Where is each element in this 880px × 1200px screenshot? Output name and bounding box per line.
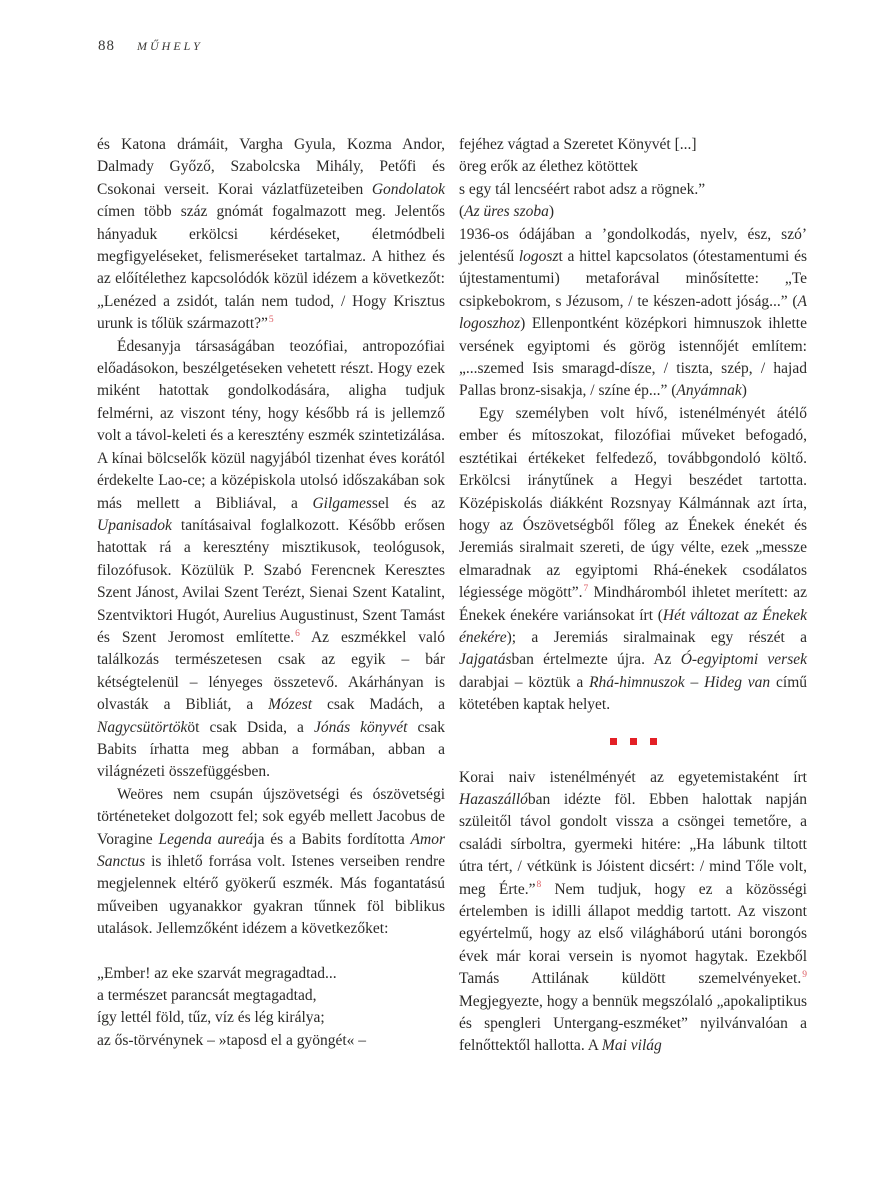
footnote-ref: 9 [802, 970, 807, 981]
text-segment: „Ember! az eke szarvát megragadtad... [97, 964, 337, 982]
verse-line [459, 179, 807, 201]
paragraph [97, 134, 445, 336]
text-segment: Egy személyben volt hívő, istenélményét átélő ember és mítoszokat, filozófiai műveket befogadó, esztétikai értékeket felfedező, továbbgondoló költő. Erkölcsi iránytűnek a Hegyi beszédet tartotta. Középiskolás diákként Rozsnyay Kálmánnak azt írta, hogy az Ószövetségből főleg az Énekek énekét és Jeremiás siralmait szereti, de úgy vélte, ezek „messze elmaradnak az egyiptomi Rhá-énekek csodálatos légiessége mögött”. [459, 404, 807, 602]
text-segment: ) Ellenpontként középkori himnuszok ihlette versének egyiptomi és görög istennőjét említem: „...szemed Isis smaragd-dísze, / tiszta, szép, / hajad Pallas bronz-sisakja, / színe ép...” ( [459, 315, 807, 400]
text-segment: ) [741, 382, 747, 400]
text-segment: csak Babits írhatta meg abban a formában, abban a világnézeti összefüggésben. [97, 718, 445, 781]
paragraph [459, 767, 807, 1058]
text-segment: is ihlető forrása volt. Istenes verseiben rendre megjelennek eltérő gyökerű eszmék. Más fogantatású műveiben ugyanakkor gyakran tűnnek föl biblikus utalások. Jellemzőként idézem a következőket: [97, 853, 445, 938]
italic-text: Mai világ [601, 1037, 662, 1055]
text-segment: Megjegyezte, hogy a bennük megszólaló „apokaliptikus és spengleri Untergang-eszméket” nyilvánvalóan a felnőttektől hallotta. A [459, 992, 807, 1055]
text-segment: ( [459, 203, 465, 221]
text-segment: Korai naiv istenélményét az egyetemistaként írt [459, 768, 807, 786]
italic-text: Az üres szoba [464, 203, 549, 221]
text-segment: ja és a Babits fordította [253, 830, 411, 848]
verse-line [459, 201, 807, 223]
verse-line [97, 1030, 445, 1052]
verse-line [97, 985, 445, 1007]
text-segment: sel és az [371, 494, 446, 512]
paragraph [97, 784, 445, 941]
text-segment: a természet parancsát megtagadtad, [97, 987, 317, 1005]
text-segment: ban értelmezte újra. Az [511, 651, 681, 669]
text-segment: Az eszmékkel való találkozás természetesen csak az egyik – bár kétségtelenül – lényeges összetevő. Akárhányan is olvasták a Bibliát, a [97, 628, 445, 714]
text-segment: fejéhez vágtad a Szeretet Könyvét [...] [459, 136, 697, 153]
italic-text: Ó-egyiptomi versek [680, 651, 808, 669]
italic-text: Gondolatok [371, 180, 445, 198]
verse-line [459, 134, 807, 156]
verse-line [97, 963, 445, 985]
text-segment: címen több száz gnómát fogalmazott meg. Jelentős hányaduk erkölcsi kérdéseket, életmódbeli megfigyeléseket, felismeréseket tartalmaz. A hithez és az előítélethez kapcsolódók közül idézem a következőt: „Lenézed a zsidót, talán nem tudod, / Hogy Krisztus urunk is tőlük származott?” [97, 203, 445, 333]
page-header [98, 38, 203, 55]
italic-text: A logoszhoz [459, 292, 807, 333]
verse-block [459, 134, 807, 224]
italic-text: Nagycsütörtök [97, 718, 188, 736]
text-segment: Mindháromból ihletet merített: az Énekek énekére variánsokat írt ( [459, 584, 807, 624]
verse-block [97, 963, 445, 1053]
footnote-ref: 7 [583, 583, 589, 594]
italic-text: Gilgames [312, 494, 372, 512]
footnote-ref: 8 [536, 880, 542, 891]
italic-text: Mózest [268, 696, 313, 714]
text-segment: tanításaival foglalkozott. Később erősen hatottak rá a keresztény misztikusok, teológusok, filozófusok. Közülük P. Szabó Ferencnek Keresztes Szent Jánost, Avilai Szent Terézt, Sienai Szent Katalint, Szentviktori Hugót, Aurelius Augustinust, Szent Tamást és Szent Jeromost említette. [97, 516, 445, 646]
text-segment: Édesanyja társaságában teozófiai, antropozófiai előadásokon, beszélgetéseken vehetett részt. Hogy ezek miként hatottak gondolkodására, aligha tudjuk felmérni, az viszont tény, hogy később rá is jellemző volt a távol-keleti és a keresztény eszmék szintetizálása. A kínai bölcselők közül nagyjából tizenhat éves korától érdekelte Lao-ce; a középiskola utolsó időszakában sok más mellett a Bibliával, a [97, 337, 445, 512]
text-segment: Nem tudjuk, hogy ez a közösségi értelemben is idilli állapot meddig tartott. Az viszont egyértelmű, hogy az első világháború utáni borongós évek már korai versein is nyomot hagytak. Ezekből Tamás Attilának küldött szemelvényeket. [459, 880, 807, 988]
verse-line [97, 1007, 445, 1029]
italic-text: logosz [518, 248, 559, 266]
italic-text: Legenda aureá [158, 830, 254, 848]
italic-text: Hideg van [704, 673, 771, 691]
italic-text: Jajgatás [459, 651, 512, 669]
text-segment: című kötetében kaptak helyet. [459, 673, 807, 714]
text-segment: ) [548, 203, 555, 221]
page-number: 88 [98, 38, 115, 54]
text-segment: 1936-os ódájában a ’gondolkodás, nyelv, ész, szó’ jelentésű [459, 225, 807, 266]
text-segment: öt csak Dsida, a [187, 718, 314, 736]
italic-text: Rhá-himnuszok [589, 673, 685, 691]
footnote-ref: 6 [295, 628, 300, 639]
italic-text: Hét változat az Énekek énekére [459, 606, 807, 646]
italic-text: Anyámnak [676, 382, 742, 400]
text-segment: s egy tál lencséért rabot adsz a rögnek.” [459, 180, 706, 198]
footnote-ref: 5 [268, 315, 274, 326]
text-segment: és Katona drámáit, Vargha Gyula, Kozma Andor, Dalmady Győző, Szabolcska Mihály, Petőfi és Csokonai verseit. Korai vázlatfüzeteiben [97, 136, 445, 198]
separator-square-icon [650, 738, 657, 745]
text-segment: öreg erők az élethez kötöttek [459, 158, 639, 176]
italic-text: Jónás könyvét [313, 718, 408, 736]
section-title: MŰHELY [137, 39, 203, 53]
text-segment: darabjai – köztük a [459, 673, 590, 691]
paragraph [459, 224, 807, 403]
text-segment: t a hittel kapcsolatos (ótestamentumi és újtestamentumi) metaforával minősítette: „Te csipkebokrom, s Jézusom, / te készen-adott jóság...” ( [459, 248, 807, 310]
text-segment: az ős-törvénynek – »taposd el a gyöngét« – [97, 1031, 367, 1049]
paragraph [459, 403, 807, 717]
separator-square-icon [630, 738, 637, 745]
column-left [97, 134, 445, 1052]
separator-square-icon [610, 738, 617, 745]
paragraph [97, 336, 445, 784]
text-segment: így lettél föld, tűz, víz és lég királya; [97, 1009, 325, 1027]
text-segment: Weöres nem csupán újszövetségi és ószövetségi történeteket dolgozott fel; sok egyéb mellett Jacobus de Voragine [97, 785, 445, 848]
italic-text: Amor Sanctus [97, 830, 445, 870]
text-segment: csak Madách, a [312, 696, 445, 714]
column-right [459, 134, 807, 1058]
section-separator [459, 738, 807, 745]
italic-text: Upanisadok [97, 516, 172, 534]
text-segment: – [684, 673, 705, 691]
text-segment: ban idézte föl. Ebben halottak napján szüleitől távol gondolt vissza a csöngei temetőre, a családi sírboltra, gyermeki hitére: „Ha lábunk tiltott útra tért, / vétkünk is Jóistent dicsért: / mind Tőle volt, meg Érte.” [459, 790, 807, 898]
italic-text: Hazaszálló [459, 790, 528, 808]
text-segment: ); a Jeremiás siralmainak egy részét a [506, 628, 807, 646]
verse-line [459, 156, 807, 178]
